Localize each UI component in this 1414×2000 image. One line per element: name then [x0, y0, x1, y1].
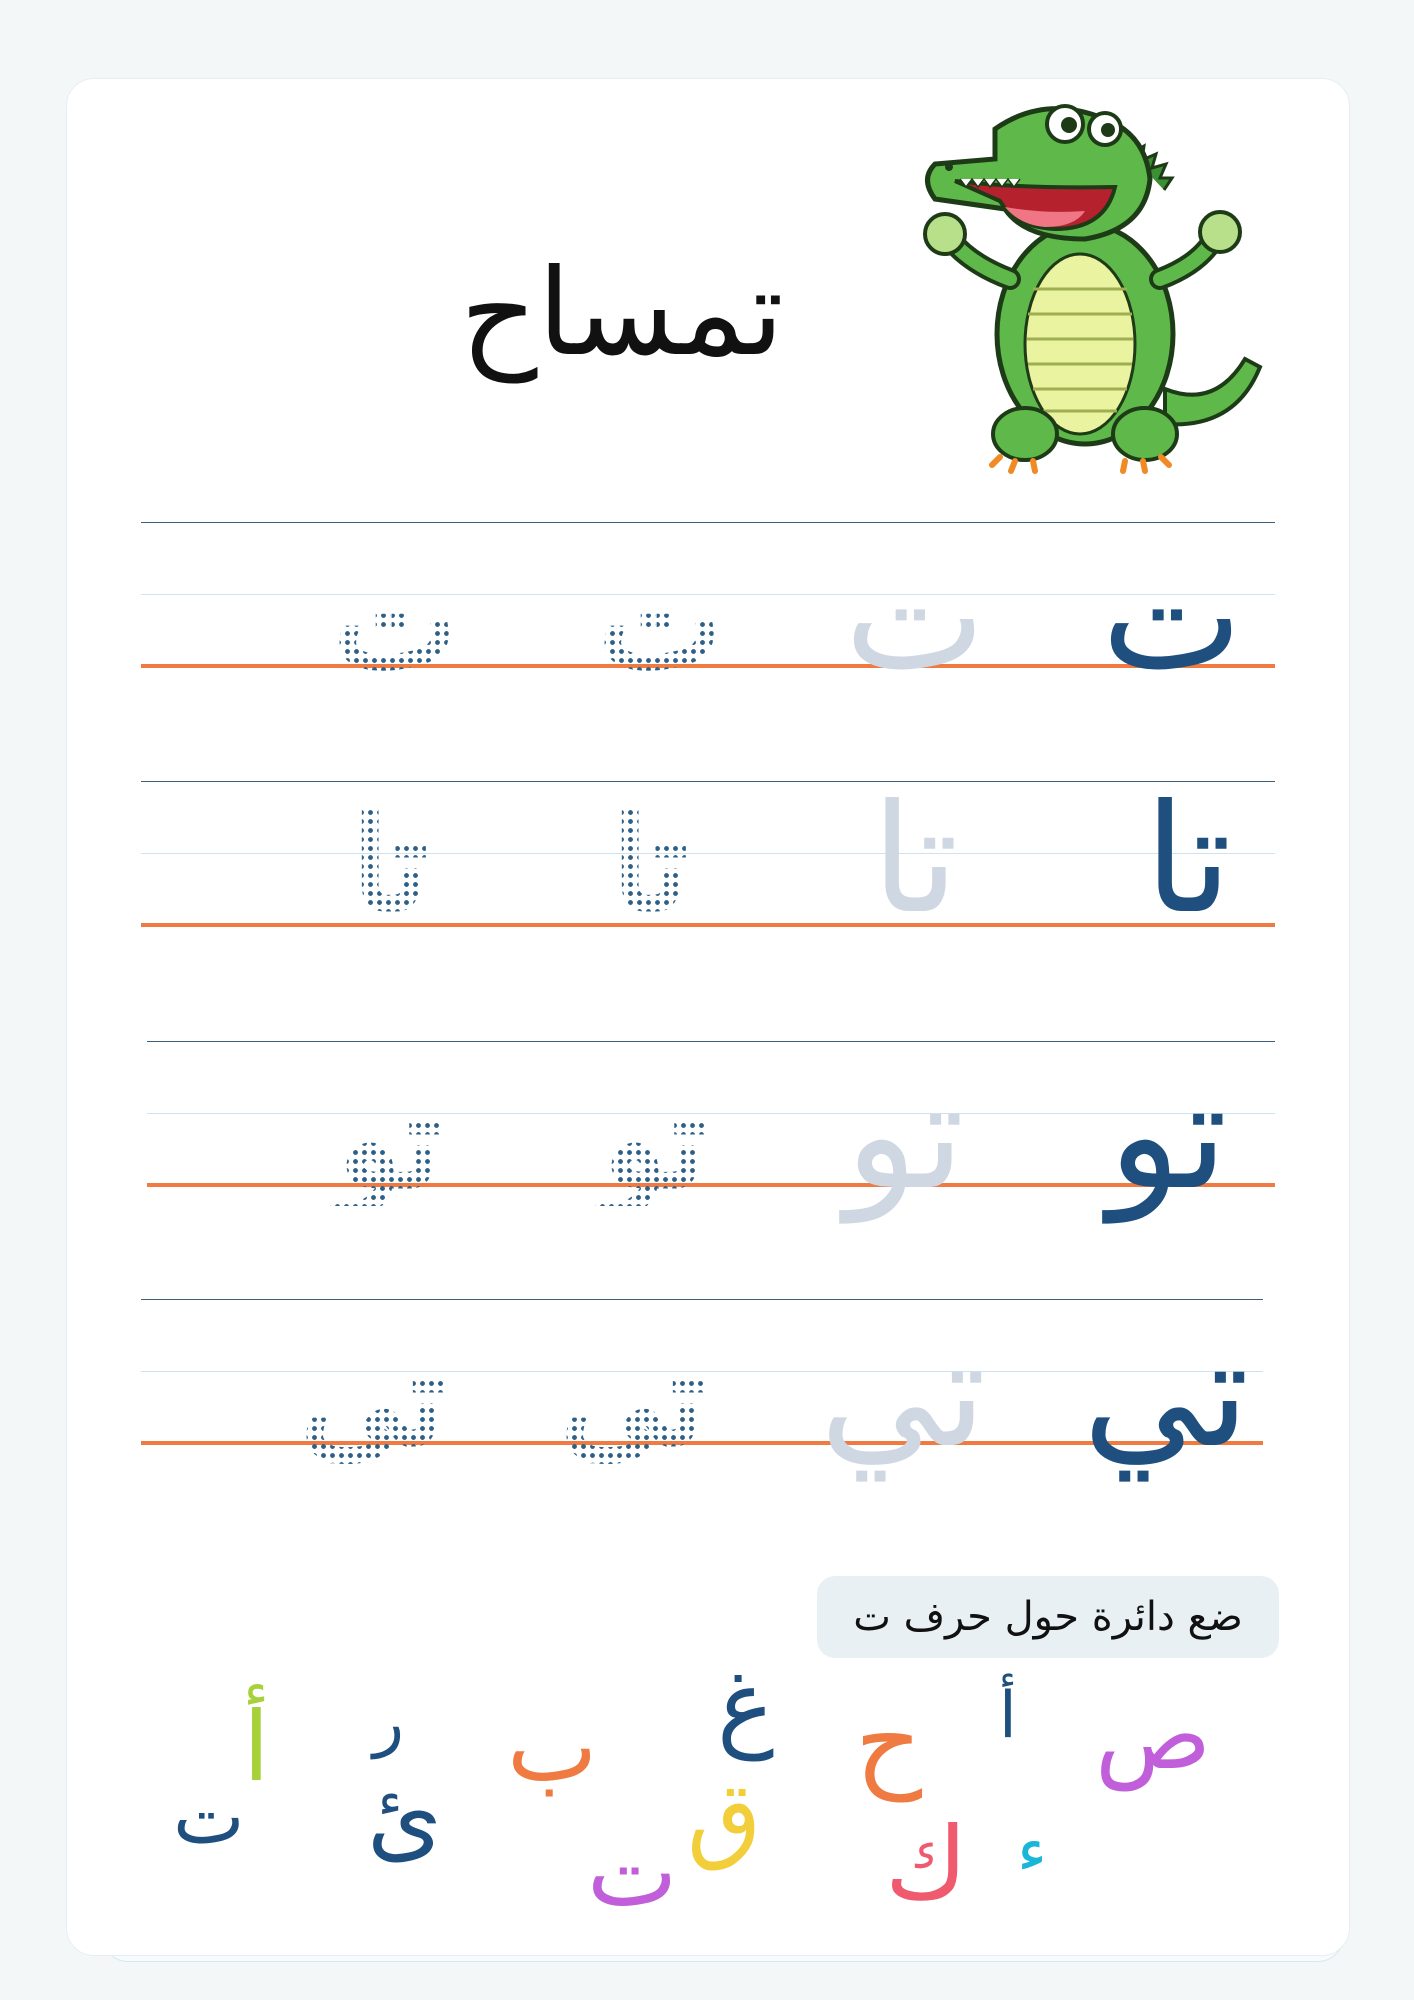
- instruction-box: ضع دائرة حول حرف ت: [817, 1576, 1279, 1658]
- model-letter: ت: [1101, 530, 1243, 704]
- scattered-letter[interactable]: ر: [373, 1686, 404, 1760]
- trace-letter: تي: [543, 1334, 723, 1464]
- faded-letter: تا: [871, 773, 959, 947]
- trace-letter: تو: [315, 1076, 465, 1206]
- scattered-letter[interactable]: غ: [717, 1649, 775, 1761]
- tracing-row: [141, 773, 1275, 1041]
- trace-letter: ت: [590, 557, 730, 687]
- trace-letter: تا: [590, 799, 710, 929]
- scattered-letter[interactable]: ق: [687, 1761, 762, 1873]
- faded-letter: ت: [844, 530, 986, 704]
- worksheet-page: [66, 78, 1350, 1956]
- scattered-letter[interactable]: ء: [1017, 1814, 1048, 1888]
- tracing-row: [141, 1299, 1263, 1559]
- scattered-letter[interactable]: ح: [855, 1680, 923, 1802]
- model-letter: تي: [1082, 1307, 1250, 1481]
- scattered-letter[interactable]: ئ: [367, 1761, 443, 1873]
- crocodile-icon: [915, 89, 1295, 479]
- row-top-line: [141, 1299, 1263, 1300]
- row-top-line: [141, 781, 1275, 782]
- tracing-row: [147, 1041, 1275, 1301]
- trace-letter: تي: [283, 1334, 463, 1464]
- page-title: تمساح: [460, 244, 784, 383]
- scattered-letter[interactable]: ص: [1095, 1679, 1212, 1791]
- row-top-line: [141, 522, 1275, 523]
- trace-letter: ت: [325, 557, 465, 687]
- faded-letter: تي: [819, 1307, 987, 1481]
- model-letter: تو: [1108, 1049, 1228, 1223]
- scattered-letter[interactable]: ت: [173, 1772, 245, 1861]
- scattered-letter[interactable]: أ: [999, 1679, 1017, 1753]
- scattered-letter[interactable]: ت: [587, 1816, 678, 1928]
- row-top-line: [147, 1041, 1275, 1042]
- scattered-letter[interactable]: ب: [507, 1691, 598, 1803]
- model-letter: تا: [1144, 773, 1232, 947]
- tracing-row: [141, 522, 1275, 782]
- scattered-letter[interactable]: أ: [243, 1691, 270, 1803]
- trace-letter: تو: [580, 1076, 730, 1206]
- faded-letter: تو: [845, 1049, 965, 1223]
- scattered-letter[interactable]: ك: [885, 1805, 968, 1922]
- trace-letter: تا: [330, 799, 450, 929]
